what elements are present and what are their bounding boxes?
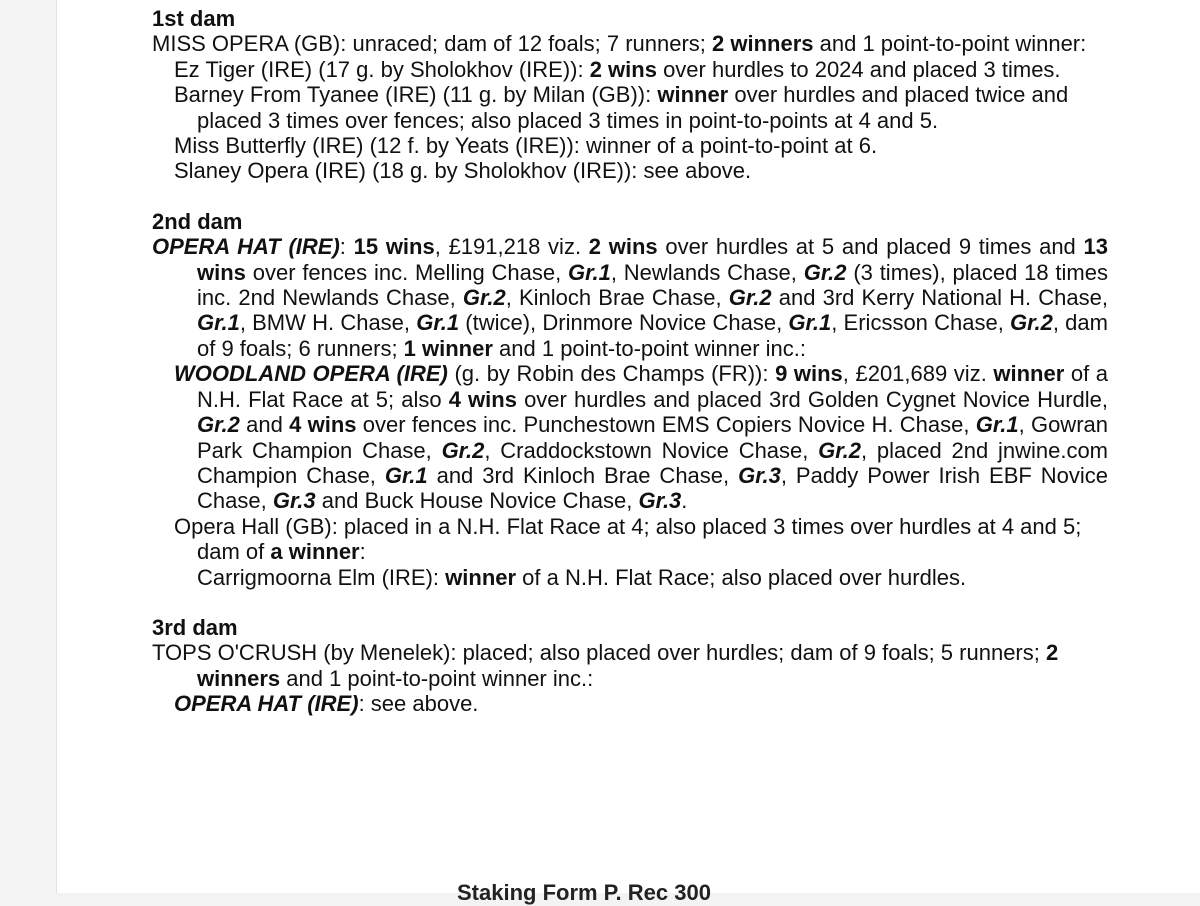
text-run: , placed 2nd jnwine.com Champion Chase, (197, 437, 1109, 488)
opera-hat-ref-entry (152, 691, 1108, 716)
offspring-text: Ez Tiger (IRE) (17 g. by Sholokhov (IRE)): (174, 56, 590, 82)
grade-run: Gr.2 (1010, 310, 1053, 336)
woodland-opera-entry (152, 361, 1108, 513)
text-run: , £201,689 viz. (842, 361, 994, 387)
offspring-entry (152, 57, 1108, 82)
text-run: (3 times), placed 18 times inc. 2nd Newlands Chase, (197, 259, 1108, 311)
text-run: over hurdles and placed 3rd Golden Cygnet Novice Hurdle, (516, 386, 1109, 412)
grade-run: Gr.3 (638, 488, 682, 514)
offspring-entry (152, 158, 1108, 183)
grade-run: Gr.2 (803, 259, 847, 285)
second-dam-entry (152, 234, 1108, 361)
text-run: and (239, 412, 290, 438)
offspring-text: over hurdles and placed twice and placed 3 times over fences; also placed 3 times in point-to-points at 4 and 5. (197, 82, 1069, 133)
text-run: (g. by Robin des Champs (FR)): (447, 361, 776, 387)
third-dam-heading: 3rd dam (152, 614, 238, 640)
grade-run: Gr.2 (441, 437, 485, 463)
first-dam-section (152, 6, 1108, 184)
document-page (56, 0, 1200, 905)
bold-run: 4 wins (448, 386, 517, 412)
text-run: TOPS O'CRUSH (by Menelek): placed; also placed over hurdles; dam of 9 foals; 5 runners; (152, 640, 1046, 666)
text-run: Carrigmoorna Elm (IRE): (197, 564, 446, 590)
bold-run: 1 winner (403, 335, 493, 361)
first-dam-name: MISS OPERA (GB) (152, 31, 341, 57)
text-run: , dam of 9 foals; 6 runners; (197, 310, 1108, 361)
first-dam-text: : unraced; dam of 12 foals; 7 runners; (340, 31, 713, 57)
text-run: over fences inc. Melling Chase, (245, 259, 569, 285)
offspring-text: Barney From Tyanee (IRE) (11 g. by Milan (GB)): (174, 82, 658, 108)
text-run: : see above. (358, 691, 479, 717)
text-run: of a N.H. Flat Race; also placed over hurdles. (516, 564, 967, 590)
bold-run: 9 wins (775, 361, 843, 387)
text-run: of a N.H. Flat Race at 5; also (197, 361, 1109, 412)
grade-run: Gr.3 (738, 462, 781, 488)
text-run: . (681, 488, 688, 514)
opera-hat-name: OPERA HAT (IRE) (174, 691, 359, 717)
text-run: : (359, 539, 366, 565)
grade-run: Gr.1 (197, 310, 240, 336)
bold-run: a winner (270, 539, 360, 565)
text-run: , Gowran Park Champion Chase, (197, 412, 1108, 463)
grade-run: Gr.3 (272, 488, 316, 514)
grade-run: Gr.2 (462, 285, 506, 311)
offspring-entry (152, 133, 1108, 158)
bold-run: 15 wins (353, 234, 435, 260)
text-run: (twice), Drinmore Novice Chase, (459, 310, 789, 336)
text-run: , Kinloch Brae Chase, (505, 285, 729, 311)
first-dam-winners: 2 winners (712, 31, 814, 57)
text-run: and 3rd Kerry National H. Chase, (771, 285, 1108, 311)
text-run: , Craddockstown Novice Chase, (484, 437, 819, 463)
text-run: over fences inc. Punchestown EMS Copiers Novice H. Chase, (356, 412, 976, 438)
bold-run: winner (993, 361, 1065, 387)
bold-run: 4 wins (289, 412, 357, 438)
text-run: Opera Hall (GB): placed in a N.H. Flat Race at 4; also placed 3 times over hurdles at 4 and 5; dam of (174, 513, 1082, 565)
first-dam-heading: 1st dam (152, 6, 236, 31)
text-run: : (339, 234, 354, 260)
grade-run: Gr.1 (975, 412, 1019, 438)
text-run: over hurdles at 5 and placed 9 times and (657, 234, 1084, 260)
grade-run: Gr.1 (416, 310, 460, 336)
offspring-text: Miss Butterfly (IRE) (12 f. by Yeats (IRE)): winner of a point-to-point at 6. (174, 133, 878, 159)
offspring-bold: winner (657, 82, 729, 108)
woodland-opera-name: WOODLAND OPERA (IRE) (174, 361, 448, 387)
grade-run: Gr.1 (568, 259, 611, 285)
third-dam-entry (152, 640, 1108, 691)
first-dam-entry (152, 31, 1108, 56)
bold-run: winner (445, 564, 517, 590)
text-run: , Paddy Power Irish EBF Novice Chase, (197, 462, 1108, 514)
grade-run: Gr.2 (818, 437, 861, 463)
second-dam-section (152, 209, 1108, 590)
text-run: , £191,218 viz. (434, 234, 589, 260)
bold-run: 2 winners (197, 640, 1059, 691)
offspring-text: Slaney Opera (IRE) (18 g. by Sholokhov (IRE)): see above. (174, 158, 752, 184)
text-run: , Ericsson Chase, (831, 310, 1011, 336)
bold-run: 2 wins (588, 234, 658, 260)
text-run: , BMW H. Chase, (239, 310, 417, 336)
third-dam-section (152, 615, 1108, 717)
carrigmoorna-entry (152, 565, 1108, 590)
grade-run: Gr.1 (788, 310, 832, 336)
text-run: and 1 point-to-point winner inc.: (280, 665, 594, 691)
offspring-text: over hurdles to 2024 and placed 3 times. (656, 56, 1061, 82)
text-run: and 3rd Kinloch Brae Chase, (427, 462, 739, 488)
bold-run: 13 wins (197, 234, 1108, 285)
offspring-bold: 2 wins (589, 56, 657, 82)
text-run: , Newlands Chase, (610, 259, 804, 285)
second-dam-heading: 2nd dam (152, 208, 243, 234)
grade-run: Gr.2 (728, 285, 772, 311)
text-run: and 1 point-to-point winner inc.: (492, 335, 806, 361)
opera-hall-entry (152, 514, 1108, 565)
footer-fragment: Staking Form P. Rec 300 (457, 880, 711, 905)
second-dam-name: OPERA HAT (IRE) (152, 234, 340, 260)
grade-run: Gr.1 (384, 462, 428, 488)
first-dam-tail: and 1 point-to-point winner: (813, 31, 1087, 57)
pedigree-content (152, 6, 1108, 742)
offspring-entry (152, 82, 1108, 133)
grade-run: Gr.2 (197, 412, 240, 438)
text-run: and Buck House Novice Chase, (315, 488, 639, 514)
